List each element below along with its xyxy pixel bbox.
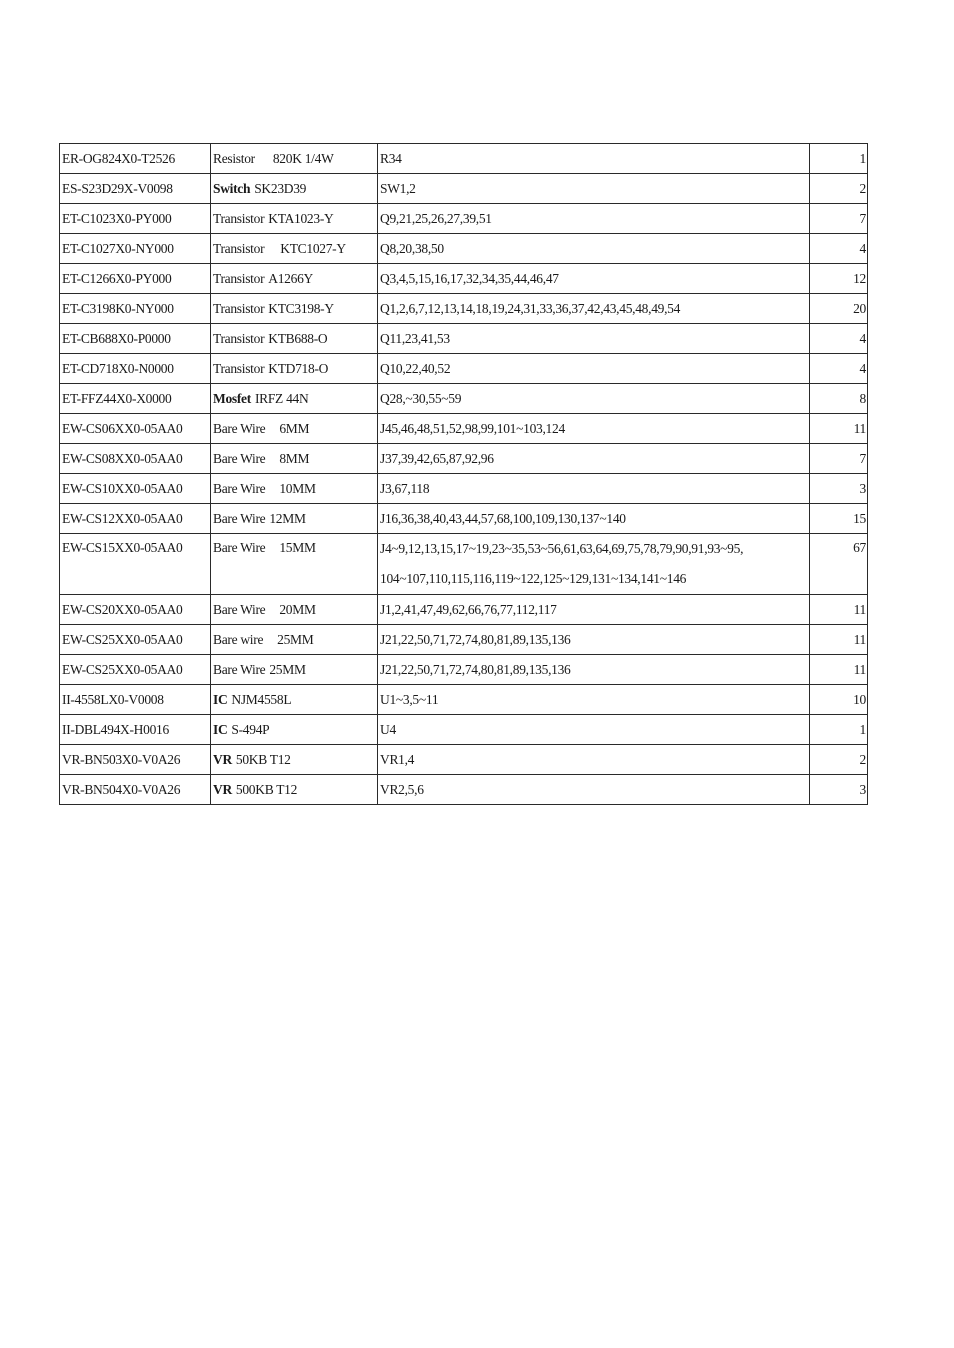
reference-designators-cell [378,174,810,204]
part-spec: SK23D39 [254,180,307,196]
reference-line: Q9,21,25,26,27,39,51 [380,210,492,226]
part-number-cell: EW-CS25XX0-05AA0 [60,655,211,685]
part-spec: 8MM [279,450,310,466]
part-spec: KTC3198-Y [268,300,334,316]
reference-designators-cell [378,504,810,534]
description-cell [211,625,378,655]
part-spec: A1266Y [268,270,313,286]
reference-line: J16,36,38,40,43,44,57,68,100,109,130,137~140 [380,510,626,526]
description-cell [211,414,378,444]
part-spec: KTC1027-Y [280,240,346,256]
table-row [60,414,868,444]
description-cell [211,685,378,715]
reference-designators-cell [378,144,810,174]
part-type: VR [213,751,232,767]
quantity-cell: 67 [810,534,868,595]
part-type: Transistor [213,270,265,286]
quantity-cell: 4 [810,234,868,264]
reference-line: R34 [380,150,402,166]
table-row [60,444,868,474]
description-cell [211,144,378,174]
reference-designators-cell [378,474,810,504]
quantity-cell: 3 [810,474,868,504]
part-spec: 25MM [269,661,306,677]
table-row [60,234,868,264]
part-spec: KTA1023-Y [268,210,334,226]
part-number-cell: ET-C1266X0-PY000 [60,264,211,294]
description-cell [211,534,378,595]
part-spec: KTD718-O [268,360,329,376]
reference-designators-cell [378,745,810,775]
reference-line: VR2,5,6 [380,781,424,797]
quantity-cell: 4 [810,354,868,384]
reference-designators-cell [378,324,810,354]
description-cell [211,474,378,504]
part-number-cell: EW-CS15XX0-05AA0 [60,534,211,595]
part-type: Transistor [213,360,265,376]
reference-designators-cell [378,264,810,294]
reference-designators-cell [378,444,810,474]
part-type: IC [213,691,228,707]
part-spec: 12MM [269,510,306,526]
table-row [60,775,868,805]
part-number-cell: ET-CB688X0-P0000 [60,324,211,354]
part-type: Bare Wire [213,510,266,526]
part-spec: IRFZ 44N [254,390,309,406]
description-cell [211,234,378,264]
part-number-cell: II-4558LX0-V0008 [60,685,211,715]
reference-line: J37,39,42,65,87,92,96 [380,450,494,466]
description-cell [211,715,378,745]
part-number-cell: II-DBL494X-H0016 [60,715,211,745]
part-type: Bare Wire [213,420,266,436]
part-spec: NJM4558L [231,691,292,707]
reference-designators-cell [378,204,810,234]
quantity-cell: 11 [810,625,868,655]
part-number-cell: EW-CS08XX0-05AA0 [60,444,211,474]
reference-line: Q3,4,5,15,16,17,32,34,35,44,46,47 [380,270,559,286]
reference-designators-cell [378,775,810,805]
part-type: Transistor [213,240,265,256]
part-number-cell: ET-CD718X0-N0000 [60,354,211,384]
quantity-cell: 2 [810,745,868,775]
description-cell [211,745,378,775]
part-type: Bare wire [213,631,264,647]
table-row [60,354,868,384]
reference-designators-cell [378,655,810,685]
part-number-cell: VR-BN503X0-V0A26 [60,745,211,775]
reference-designators-cell [378,414,810,444]
part-type: Bare Wire [213,661,266,677]
part-type: Resistor [213,150,255,166]
reference-designators-cell [378,625,810,655]
part-spec: 6MM [279,420,310,436]
description-cell [211,264,378,294]
part-type: Transistor [213,330,265,346]
table-row [60,595,868,625]
table-row [60,504,868,534]
part-number-cell: VR-BN504X0-V0A26 [60,775,211,805]
reference-line: Q10,22,40,52 [380,360,451,376]
quantity-cell: 15 [810,504,868,534]
table-row [60,474,868,504]
part-type: Bare Wire [213,450,266,466]
quantity-cell: 3 [810,775,868,805]
reference-line: Q11,23,41,53 [380,330,450,346]
reference-designators-cell [378,685,810,715]
part-type: Transistor [213,210,265,226]
reference-line: J1,2,41,47,49,62,66,76,77,112,117 [380,601,557,617]
reference-line: 104~107,110,115,116,119~122,125~129,131~134,141~146 [380,571,687,586]
part-type: Transistor [213,300,265,316]
quantity-cell: 8 [810,384,868,414]
table-row [60,745,868,775]
quantity-cell: 4 [810,324,868,354]
table-row [60,534,868,595]
description-cell [211,504,378,534]
table-row [60,685,868,715]
description-cell [211,294,378,324]
quantity-cell: 11 [810,595,868,625]
reference-designators-cell [378,354,810,384]
reference-line: J21,22,50,71,72,74,80,81,89,135,136 [380,661,571,677]
table-row [60,174,868,204]
description-cell [211,354,378,384]
table-row [60,715,868,745]
description-cell [211,444,378,474]
part-number-cell: EW-CS12XX0-05AA0 [60,504,211,534]
part-number-cell: EW-CS25XX0-05AA0 [60,625,211,655]
reference-line: J3,67,118 [380,480,430,496]
quantity-cell: 7 [810,204,868,234]
part-type: Mosfet [213,390,251,406]
reference-line: J21,22,50,71,72,74,80,81,89,135,136 [380,631,571,647]
description-cell [211,384,378,414]
reference-designators-cell [378,715,810,745]
part-spec: 15MM [279,540,316,555]
description-cell [211,204,378,234]
reference-designators-cell [378,595,810,625]
table-row [60,264,868,294]
part-type: Bare Wire [213,540,266,555]
part-spec: 820K 1/4W [272,150,334,166]
reference-designators-cell [378,384,810,414]
description-cell [211,174,378,204]
reference-designators-cell [378,294,810,324]
part-number-cell: ES-S23D29X-V0098 [60,174,211,204]
part-number-cell: EW-CS10XX0-05AA0 [60,474,211,504]
part-spec: KTB688-O [268,330,328,346]
part-type: IC [213,721,228,737]
part-spec: 50KB T12 [235,751,291,767]
part-number-cell: EW-CS20XX0-05AA0 [60,595,211,625]
quantity-cell: 11 [810,414,868,444]
table-row [60,294,868,324]
table-row [60,655,868,685]
table-row [60,204,868,234]
part-spec: 25MM [277,631,314,647]
part-type: Switch [213,180,251,196]
part-type: Bare Wire [213,480,266,496]
table-row [60,625,868,655]
reference-line: J4~9,12,13,15,17~19,23~35,53~56,61,63,64,69,75,78,79,90,91,93~95, [380,541,744,556]
quantity-cell: 10 [810,685,868,715]
part-number-cell: ET-C1023X0-PY000 [60,204,211,234]
part-number-cell: ER-OG824X0-T2526 [60,144,211,174]
quantity-cell: 12 [810,264,868,294]
part-number-cell: ET-C1027X0-NY000 [60,234,211,264]
part-type: VR [213,781,232,797]
reference-line: SW1,2 [380,180,416,196]
reference-line: U1~3,5~11 [380,691,439,707]
part-type: Bare Wire [213,601,266,617]
description-cell [211,595,378,625]
table-row [60,324,868,354]
part-spec: 10MM [279,480,316,496]
description-cell [211,655,378,685]
quantity-cell: 7 [810,444,868,474]
reference-line: J45,46,48,51,52,98,99,101~103,124 [380,420,565,436]
quantity-cell: 20 [810,294,868,324]
reference-line: U4 [380,721,396,737]
reference-designators-cell [378,234,810,264]
part-spec: 500KB T12 [235,781,298,797]
parts-list-body [60,144,868,805]
reference-line: Q28,~30,55~59 [380,390,462,406]
table-row [60,144,868,174]
part-spec: S-494P [231,721,270,737]
description-cell [211,775,378,805]
part-spec: 20MM [279,601,316,617]
quantity-cell: 11 [810,655,868,685]
part-number-cell: ET-FFZ44X0-X0000 [60,384,211,414]
reference-line: Q1,2,6,7,12,13,14,18,19,24,31,33,36,37,42,43,45,48,49,54 [380,300,681,316]
quantity-cell: 1 [810,144,868,174]
table-row [60,384,868,414]
part-number-cell: ET-C3198K0-NY000 [60,294,211,324]
parts-list-table [59,143,868,805]
part-number-cell: EW-CS06XX0-05AA0 [60,414,211,444]
description-cell [211,324,378,354]
quantity-cell: 1 [810,715,868,745]
reference-designators-cell [378,534,810,595]
reference-line: Q8,20,38,50 [380,240,444,256]
quantity-cell: 2 [810,174,868,204]
reference-line: VR1,4 [380,751,415,767]
